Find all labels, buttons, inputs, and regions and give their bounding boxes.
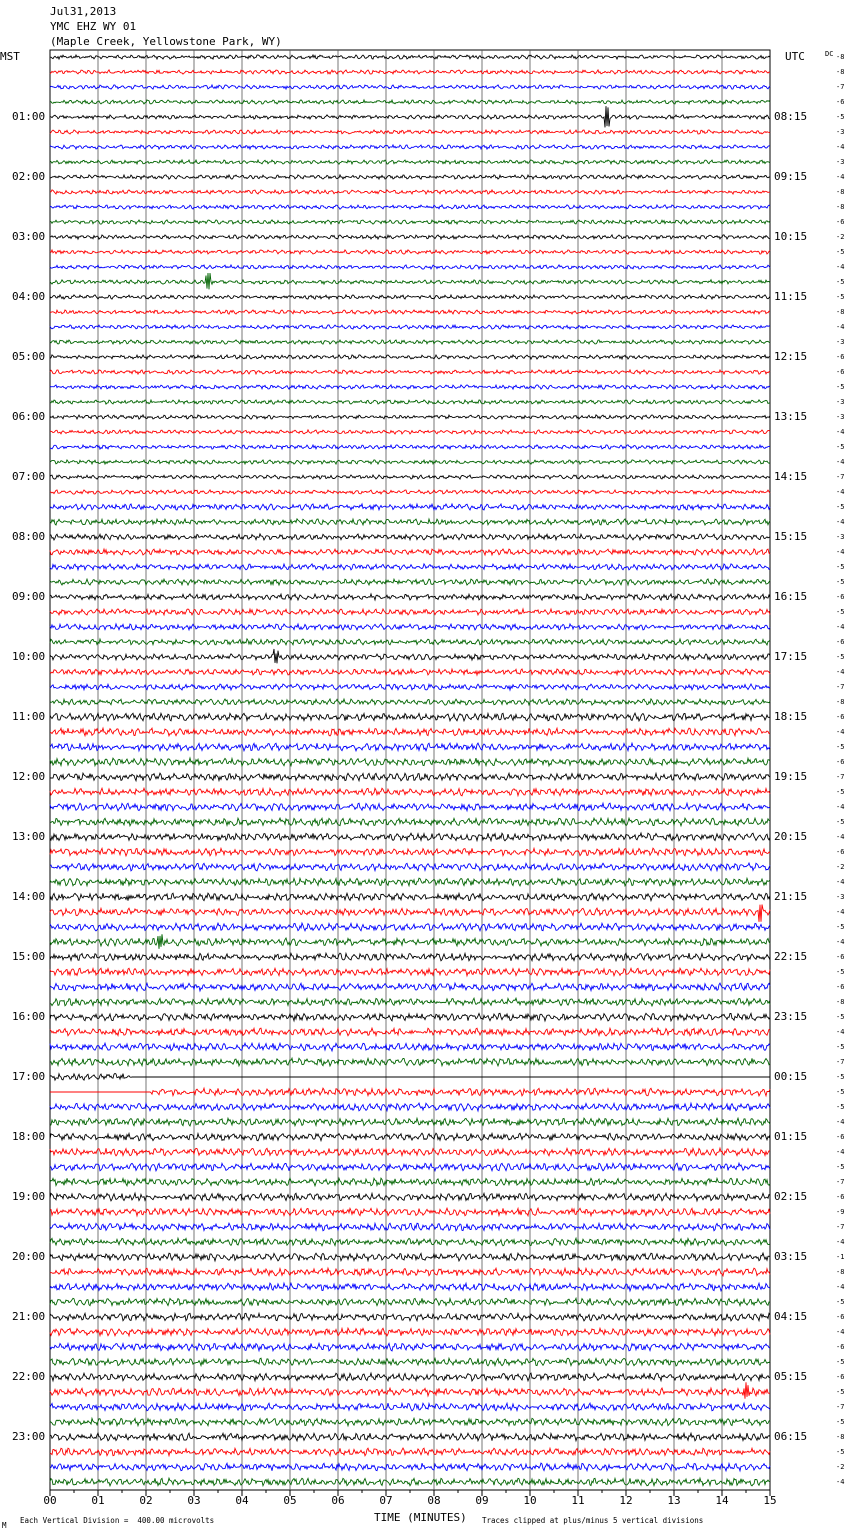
trace-row-33 <box>50 549 770 555</box>
dc-offset-value: -6 <box>836 218 845 226</box>
dc-offset-value: -8 <box>836 68 845 76</box>
left-hour-label: 11:00 <box>12 710 46 723</box>
dc-offset-value: -4 <box>836 1238 845 1246</box>
trace-row-31 <box>50 519 770 525</box>
dc-offset-header: DC <box>825 50 834 58</box>
trace-row-4 <box>50 106 770 127</box>
trace-row-30 <box>50 504 770 510</box>
right-hour-label: 13:15 <box>774 410 808 423</box>
right-hour-label: 08:15 <box>774 110 808 123</box>
trace-row-55 <box>50 878 770 886</box>
dc-offset-value: -2 <box>836 1463 845 1471</box>
trace-row-75 <box>50 1178 770 1186</box>
dc-offset-value: -8 <box>836 1433 845 1441</box>
x-tick-label: 11 <box>571 1494 585 1507</box>
trace-row-86 <box>50 1343 770 1351</box>
trace-row-67 <box>50 1058 770 1066</box>
right-hour-label: 14:15 <box>774 470 808 483</box>
left-hour-label: 08:00 <box>12 530 46 543</box>
trace-row-40 <box>50 649 770 663</box>
trace-row-2 <box>50 85 770 89</box>
dc-offset-value: -5 <box>836 1163 845 1171</box>
dc-offset-value: -3 <box>836 158 845 166</box>
trace-row-29 <box>50 490 770 494</box>
dc-offset-value: -4 <box>836 458 845 466</box>
left-hour-label: 14:00 <box>12 890 46 903</box>
trace-row-26 <box>50 445 770 449</box>
trace-row-51 <box>50 818 770 826</box>
trace-row-5 <box>50 130 770 134</box>
trace-row-82 <box>50 1283 770 1291</box>
dc-offset-value: -2 <box>836 863 845 871</box>
trace-row-22 <box>50 385 770 389</box>
right-hour-label: 23:15 <box>774 1010 808 1023</box>
trace-row-92 <box>50 1433 770 1441</box>
trace-row-27 <box>50 460 770 464</box>
trace-row-95 <box>50 1478 770 1486</box>
trace-row-44 <box>50 713 770 721</box>
right-hour-label: 04:15 <box>774 1310 808 1323</box>
trace-row-90 <box>50 1403 770 1411</box>
left-hour-label: 12:00 <box>12 770 46 783</box>
dc-offset-value: -8 <box>836 998 845 1006</box>
dc-offset-value: -6 <box>836 983 845 991</box>
trace-row-1 <box>50 70 770 74</box>
trace-row-3 <box>50 100 770 104</box>
dc-offset-value: -3 <box>836 398 845 406</box>
x-tick-label: 02 <box>139 1494 153 1507</box>
x-tick-label: 12 <box>619 1494 633 1507</box>
dc-offset-value: -7 <box>836 1178 845 1186</box>
dc-offset-value: -7 <box>836 1058 845 1066</box>
trace-row-47 <box>50 758 770 766</box>
left-hour-label: 22:00 <box>12 1370 46 1383</box>
trace-row-45 <box>50 728 770 736</box>
trace-row-72 <box>50 1133 770 1141</box>
right-hour-label: 05:15 <box>774 1370 808 1383</box>
left-hour-label: 23:00 <box>12 1430 46 1443</box>
trace-row-69 <box>50 1088 770 1096</box>
left-hour-label: 15:00 <box>12 950 46 963</box>
dc-offset-value: -8 <box>836 188 845 196</box>
dc-offset-value: -8 <box>836 1268 845 1276</box>
trace-row-38 <box>50 624 770 630</box>
dc-offset-value: -6 <box>836 1133 845 1141</box>
left-timezone-label: MST <box>0 50 20 63</box>
trace-row-6 <box>50 145 770 149</box>
trace-row-80 <box>50 1253 770 1261</box>
trace-row-68 <box>50 1073 770 1080</box>
trace-row-57 <box>50 905 770 922</box>
dc-offset-value: -7 <box>836 683 845 691</box>
trace-row-11 <box>50 220 770 224</box>
left-hour-label: 04:00 <box>12 290 46 303</box>
x-tick-label: 01 <box>91 1494 105 1507</box>
trace-row-13 <box>50 250 770 254</box>
trace-row-49 <box>50 788 770 796</box>
trace-row-94 <box>50 1463 770 1471</box>
x-tick-label: 10 <box>523 1494 537 1507</box>
trace-row-64 <box>50 1013 770 1021</box>
dc-offset-value: -4 <box>836 728 845 736</box>
dc-offset-value: -8 <box>836 203 845 211</box>
dc-offset-value: -4 <box>836 173 845 181</box>
trace-row-56 <box>50 893 770 901</box>
right-hour-label: 17:15 <box>774 650 808 663</box>
trace-row-7 <box>50 160 770 164</box>
corner-mark: M <box>2 1521 7 1530</box>
dc-offset-value: -6 <box>836 953 845 961</box>
dc-offset-value: -8 <box>836 53 845 61</box>
trace-row-43 <box>50 699 770 705</box>
right-hour-label: 22:15 <box>774 950 808 963</box>
dc-offset-value: -5 <box>836 1073 845 1081</box>
dc-offset-value: -5 <box>836 1088 845 1096</box>
dc-offset-value: -6 <box>836 353 845 361</box>
dc-offset-value: -5 <box>836 1358 845 1366</box>
dc-offset-value: -4 <box>836 1118 845 1126</box>
right-hour-label: 00:15 <box>774 1070 808 1083</box>
station-code: YMC EHZ WY 01 <box>50 20 137 33</box>
trace-row-73 <box>50 1148 770 1156</box>
right-hour-label: 06:15 <box>774 1430 808 1443</box>
right-hour-label: 16:15 <box>774 590 808 603</box>
trace-row-54 <box>50 863 770 871</box>
trace-row-85 <box>50 1328 770 1336</box>
dc-offset-value: -8 <box>836 698 845 706</box>
left-hour-label: 07:00 <box>12 470 46 483</box>
trace-row-60 <box>50 953 770 961</box>
dc-offset-value: -4 <box>836 668 845 676</box>
right-hour-label: 02:15 <box>774 1190 808 1203</box>
dc-offset-value: -4 <box>836 878 845 886</box>
dc-offset-value: -4 <box>836 323 845 331</box>
trace-row-65 <box>50 1028 770 1036</box>
left-hour-label: 02:00 <box>12 170 46 183</box>
x-tick-label: 05 <box>283 1494 297 1507</box>
dc-offset-value: -6 <box>836 368 845 376</box>
right-hour-label: 15:15 <box>774 530 808 543</box>
dc-offset-value: -8 <box>836 308 845 316</box>
trace-row-39 <box>50 639 770 645</box>
dc-offset-value: -4 <box>836 428 845 436</box>
dc-offset-value: -5 <box>836 818 845 826</box>
right-hour-label: 20:15 <box>774 830 808 843</box>
dc-offset-value: -3 <box>836 338 845 346</box>
trace-row-35 <box>50 579 770 585</box>
dc-offset-value: -4 <box>836 488 845 496</box>
trace-row-37 <box>50 609 770 615</box>
trace-row-52 <box>50 833 770 841</box>
trace-row-70 <box>50 1103 770 1111</box>
x-tick-label: 07 <box>379 1494 393 1507</box>
dc-offset-value: -5 <box>836 788 845 796</box>
dc-offset-value: -7 <box>836 473 845 481</box>
dc-offset-value: -4 <box>836 623 845 631</box>
dc-offset-value: -5 <box>836 578 845 586</box>
trace-row-25 <box>50 430 770 434</box>
trace-row-28 <box>50 475 770 479</box>
trace-row-24 <box>50 415 770 419</box>
dc-offset-value: -5 <box>836 1418 845 1426</box>
trace-row-12 <box>50 235 770 239</box>
dc-offset-value: -4 <box>836 518 845 526</box>
dc-offset-value: -5 <box>836 608 845 616</box>
trace-row-91 <box>50 1418 770 1425</box>
dc-offset-value: -5 <box>836 1298 845 1306</box>
trace-row-61 <box>50 968 770 976</box>
trace-row-53 <box>50 848 770 856</box>
left-hour-label: 20:00 <box>12 1250 46 1263</box>
dc-offset-value: -5 <box>836 278 845 286</box>
right-hour-label: 11:15 <box>774 290 808 303</box>
dc-offset-value: -5 <box>836 923 845 931</box>
left-hour-label: 18:00 <box>12 1130 46 1143</box>
trace-row-79 <box>50 1238 770 1245</box>
right-hour-label: 19:15 <box>774 770 808 783</box>
dc-offset-value: -5 <box>836 1448 845 1456</box>
right-hour-label: 18:15 <box>774 710 808 723</box>
dc-offset-value: -4 <box>836 1283 845 1291</box>
left-hour-label: 09:00 <box>12 590 46 603</box>
trace-row-84 <box>50 1313 770 1321</box>
dc-offset-value: -5 <box>836 443 845 451</box>
dc-offset-value: -6 <box>836 758 845 766</box>
left-hour-label: 16:00 <box>12 1010 46 1023</box>
dc-offset-value: -7 <box>836 1223 845 1231</box>
dc-offset-value: -7 <box>836 83 845 91</box>
trace-row-0 <box>50 55 770 59</box>
left-hour-label: 19:00 <box>12 1190 46 1203</box>
dc-offset-value: -4 <box>836 938 845 946</box>
left-hour-label: 13:00 <box>12 830 46 843</box>
dc-offset-value: -9 <box>836 1208 845 1216</box>
x-tick-label: 09 <box>475 1494 489 1507</box>
dc-offset-value: -4 <box>836 548 845 556</box>
trace-row-20 <box>50 355 770 359</box>
trace-row-23 <box>50 400 770 404</box>
trace-row-16 <box>50 295 770 299</box>
dc-offset-value: -6 <box>836 98 845 106</box>
x-tick-label: 04 <box>235 1494 249 1507</box>
dc-offset-value: -6 <box>836 1193 845 1201</box>
trace-row-14 <box>50 265 770 269</box>
dc-offset-value: -6 <box>836 638 845 646</box>
dc-offset-value: -7 <box>836 773 845 781</box>
trace-row-78 <box>50 1223 770 1231</box>
dc-offset-value: -4 <box>836 1328 845 1336</box>
dc-offset-value: -5 <box>836 1103 845 1111</box>
dc-offset-value: -4 <box>836 908 845 916</box>
right-timezone-label: UTC <box>785 50 805 63</box>
x-tick-label: 08 <box>427 1494 441 1507</box>
left-hour-label: 05:00 <box>12 350 46 363</box>
dc-offset-value: -5 <box>836 1388 845 1396</box>
x-tick-label: 00 <box>43 1494 57 1507</box>
dc-offset-value: -6 <box>836 848 845 856</box>
trace-row-15 <box>50 273 770 289</box>
dc-offset-value: -5 <box>836 968 845 976</box>
trace-row-36 <box>50 594 770 600</box>
dc-offset-value: -4 <box>836 1478 845 1486</box>
dc-offset-value: -4 <box>836 1148 845 1156</box>
x-tick-label: 13 <box>667 1494 681 1507</box>
trace-row-32 <box>50 534 770 540</box>
right-hour-label: 09:15 <box>774 170 808 183</box>
left-hour-label: 01:00 <box>12 110 46 123</box>
scale-note: Each Vertical Division = 400.00 microvolts <box>20 1516 215 1525</box>
right-hour-label: 10:15 <box>774 230 808 243</box>
dc-offset-value: -6 <box>836 713 845 721</box>
left-hour-label: 17:00 <box>12 1070 46 1083</box>
trace-row-46 <box>50 743 770 751</box>
trace-row-71 <box>50 1118 770 1126</box>
trace-row-17 <box>50 310 770 314</box>
trace-row-89 <box>50 1382 770 1398</box>
right-hour-label: 21:15 <box>774 890 808 903</box>
trace-row-21 <box>50 370 770 374</box>
dc-offset-value: -3 <box>836 128 845 136</box>
trace-row-83 <box>50 1298 770 1305</box>
trace-row-42 <box>50 684 770 690</box>
trace-row-34 <box>50 564 770 570</box>
trace-row-48 <box>50 773 770 781</box>
dc-offset-value: -3 <box>836 893 845 901</box>
trace-row-8 <box>50 175 770 179</box>
trace-row-10 <box>50 205 770 209</box>
left-hour-label: 10:00 <box>12 650 46 663</box>
x-tick-label: 03 <box>187 1494 201 1507</box>
trace-row-87 <box>50 1358 770 1366</box>
trace-row-81 <box>50 1268 770 1276</box>
dc-offset-value: -5 <box>836 383 845 391</box>
dc-offset-value: -7 <box>836 1403 845 1411</box>
trace-row-59 <box>50 934 770 949</box>
trace-row-62 <box>50 983 770 991</box>
left-hour-label: 03:00 <box>12 230 46 243</box>
trace-row-63 <box>50 998 770 1006</box>
clip-note: Traces clipped at plus/minus 5 vertical divisions <box>482 1516 704 1525</box>
trace-row-74 <box>50 1163 770 1171</box>
trace-row-41 <box>50 669 770 675</box>
x-tick-label: 14 <box>715 1494 729 1507</box>
trace-row-88 <box>50 1373 770 1381</box>
x-tick-label: 15 <box>763 1494 777 1507</box>
left-hour-label: 21:00 <box>12 1310 46 1323</box>
trace-row-19 <box>50 340 770 344</box>
trace-row-9 <box>50 190 770 194</box>
x-axis-title: TIME (MINUTES) <box>374 1511 467 1524</box>
right-hour-label: 01:15 <box>774 1130 808 1143</box>
trace-row-50 <box>50 803 770 811</box>
dc-offset-value: -5 <box>836 743 845 751</box>
dc-offset-value: -5 <box>836 248 845 256</box>
dc-offset-value: -6 <box>836 593 845 601</box>
dc-offset-value: -5 <box>836 563 845 571</box>
left-hour-label: 06:00 <box>12 410 46 423</box>
dc-offset-value: -4 <box>836 1028 845 1036</box>
trace-row-66 <box>50 1043 770 1051</box>
dc-offset-value: -4 <box>836 263 845 271</box>
dc-offset-value: -5 <box>836 653 845 661</box>
right-hour-label: 03:15 <box>774 1250 808 1263</box>
dc-offset-value: -2 <box>836 233 845 241</box>
dc-offset-value: -6 <box>836 1343 845 1351</box>
dc-offset-value: -3 <box>836 413 845 421</box>
dc-offset-value: -5 <box>836 1043 845 1051</box>
dc-offset-value: -4 <box>836 143 845 151</box>
trace-row-77 <box>50 1208 770 1216</box>
x-tick-label: 06 <box>331 1494 345 1507</box>
dc-offset-value: -6 <box>836 1373 845 1381</box>
plot-date: Jul31,2013 <box>50 5 117 18</box>
dc-offset-value: -3 <box>836 533 845 541</box>
dc-offset-value: -5 <box>836 293 845 301</box>
trace-row-76 <box>50 1193 770 1201</box>
dc-offset-value: -4 <box>836 803 845 811</box>
dc-offset-value: -1 <box>836 1253 845 1261</box>
trace-row-93 <box>50 1448 770 1456</box>
trace-row-58 <box>50 923 770 931</box>
dc-offset-value: -5 <box>836 1013 845 1021</box>
dc-offset-value: -4 <box>836 833 845 841</box>
dc-offset-value: -5 <box>836 113 845 121</box>
dc-offset-value: -6 <box>836 1313 845 1321</box>
dc-offset-value: -5 <box>836 503 845 511</box>
trace-row-18 <box>50 325 770 329</box>
right-hour-label: 12:15 <box>774 350 808 363</box>
station-location: (Maple Creek, Yellowstone Park, WY) <box>50 35 282 48</box>
